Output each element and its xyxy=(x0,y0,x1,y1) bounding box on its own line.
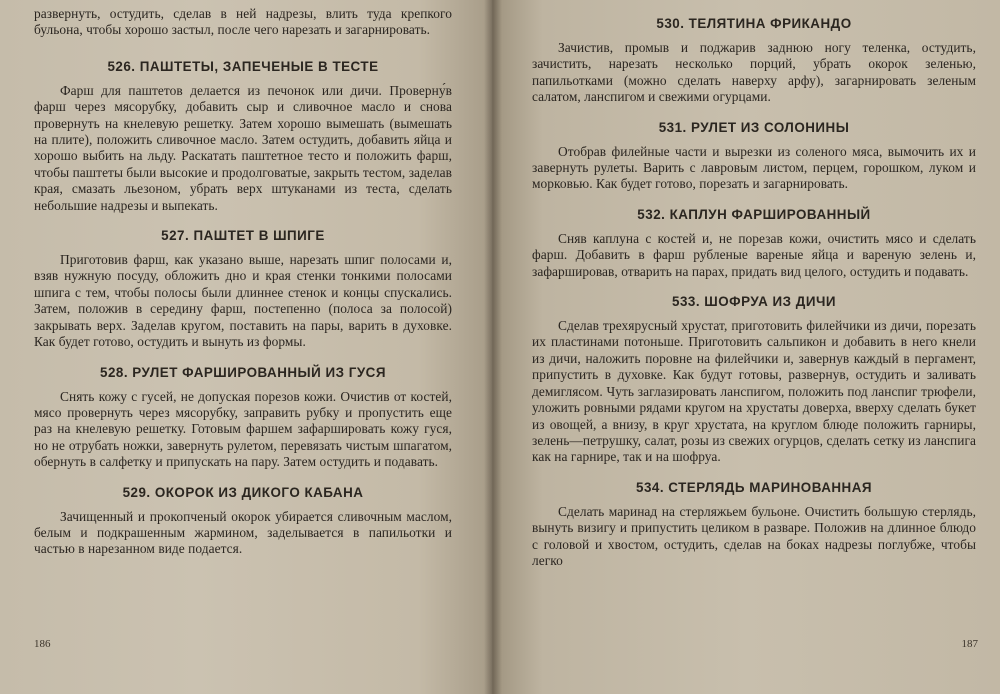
recipe-text-532: Сняв каплуна с костей и, не порезав кожи, очистить мясо и сделать фарш. Добавить в фарш рубленые вареные яйца и вареную зелень и, зафаршировав, отварить на парах, придать вид целого, остудить и подавать. xyxy=(532,230,976,279)
recipe-text-527: Приготовив фарш, как указано выше, нарезать шпиг полосами и, взяв нужную посуду, обложить дно и края стенки тонкими полосами шпига с тем, чтобы полосы были длиннее стенок и концы спускались. Затем, положив в середину фарш, постепенно (полоса за полосой) закрывать верх. Заделав кругом, поставить на пары, варить в духовке. Как будет готово, остудить и вынуть из формы. xyxy=(34,252,452,350)
recipe-title-530: 530. ТЕЛЯТИНА ФРИКАНДО xyxy=(656,16,852,31)
recipe-title-531: 531. РУЛЕТ ИЗ СОЛОНИНЫ xyxy=(658,119,850,135)
page-number-left: 186 xyxy=(34,638,51,650)
book-gutter xyxy=(484,0,502,694)
recipe-title-528: 528. РУЛЕТ ФАРШИРОВАННЫЙ ИЗ ГУСЯ xyxy=(100,364,386,380)
recipe-text-526: Фарш для паштетов делается из печонок или дичи. Проверну́в фарш через мясорубку, добавить сыр и сливочное масло и снова провернуть на кнелевую решетку. Затем хорошо вымешать (вымешать на плите), положить сливочное масло. Затем остудить, добавить яйца и хорошо выбить на льду. Раскатать паштетное тесто и положить фарш, чтобы паштеты были высокие и продолговатые, закрыть тестом, заделав края, смазать льезоном, убрать верх штуканами из теста, сделать небольшие надрезы и выпекать. xyxy=(34,82,452,213)
recipe-title-529: 529. ОКОРОК ИЗ ДИКОГО КАБАНА xyxy=(122,484,364,500)
recipe-title-527: 527. ПАШТЕТ В ШПИГЕ xyxy=(161,228,325,244)
recipe-text-530: Зачистив, промыв и поджарив заднюю ногу теленка, остудить, зачистить, нарезать несколько порций, убрать окорок зеленью, папильотками (можно сделать наверху арфу), загарнировать зеленым салатом, ланспигом и свежими огурцами. xyxy=(532,40,976,105)
recipe-text-529: Зачищенный и прокопченый окорок убирается сливочным маслом, белым и подкрашенным жармином, заделывается в папильотки и частью в нарезанном виде подается. xyxy=(34,508,452,557)
page-number-right: 187 xyxy=(961,638,978,650)
continued-text: развернуть, остудить, сделав в ней надрезы, влить туда крепкого бульона, чтобы хорошо застыл, после чего нарезать и загарнировать. xyxy=(34,6,452,38)
recipe-title-533: 533. ШОФРУА ИЗ ДИЧИ xyxy=(672,294,836,310)
right-page xyxy=(492,0,1000,694)
recipe-text-534: Сделать маринад на стерляжьем бульоне. Очистить большую стерлядь, вынуть визигу и припустить целиком в разваре. Положив на длинное блюдо с головой и хвостом, остудить, сделав на боках надрезы поглубже, чтобы легко xyxy=(532,503,976,568)
recipe-text-533: Сделав трехярусный хрустат, приготовить филейчики из дичи, порезать их пластинами потоньше. Приготовить сальпикон и добавить в него кнели из дичи, наложить поровне на филейчики и, завернув каждый в пергамент, припустить в духовке. Как будут готовы, развернув, остудить и заливать демиглясом. Чуть заглазировать ланспигом, положить под ланспиг трюфели, уложить ровными рядами кругом на хрустаты доверха, вверху сделать букет из овощей, а внизу, в круг хрустата, на круглом блюде положить гарниры, зелень—петрушку, салат, розы из свежих огурцов, сделать сетку из ланспига как на гарнире, так и на шофруа. xyxy=(532,318,976,465)
recipe-title-534: 534. СТЕРЛЯДЬ МАРИНОВАННАЯ xyxy=(636,479,872,495)
recipe-title-526: 526. ПАШТЕТЫ, ЗАПЕЧЕНЫЕ В ТЕСТЕ xyxy=(107,58,379,74)
recipe-title-532: 532. КАПЛУН ФАРШИРОВАННЫЙ xyxy=(637,206,871,222)
left-page xyxy=(0,0,492,694)
recipe-text-531: Отобрав филейные части и вырезки из соленого мяса, вымочить их и завернуть рулеты. Варить с лавровым листом, перцем, горошком, луком и морковью. Как будет готово, порезать и загарнировать. xyxy=(532,143,976,192)
recipe-text-528: Снять кожу с гусей, не допуская порезов кожи. Очистив от костей, мясо провернуть через мясорубку, заправить рубку и пропустить еще раз на кнелевую решетку. Готовым фаршем зафаршировать кожу гуся, но не отрубать ножки, завернуть рулетом, перевязать чистым шпагатом, обернуть в салфетку и припускать на пару. Затем остудить и подавать. xyxy=(34,388,452,470)
